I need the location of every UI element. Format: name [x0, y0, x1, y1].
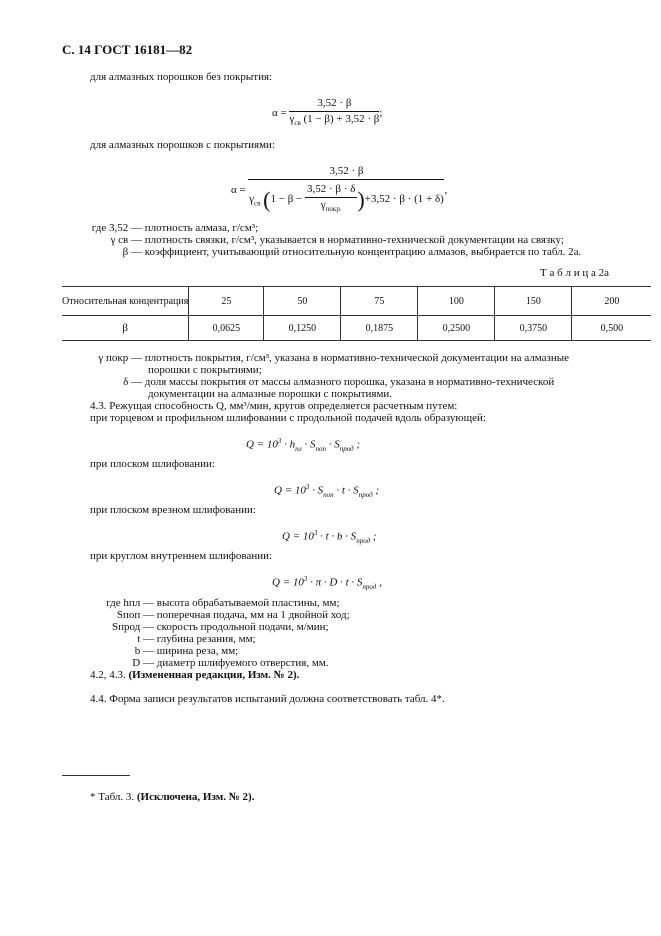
table-header-cell: 200	[572, 287, 652, 316]
para-4-3: 4.3. Режущая способность Q, мм³/мин, кругов определяется расчетным путем:	[90, 400, 458, 412]
legend3-row-2: Sпрод — скорость продольной подачи, м/мин;	[111, 621, 329, 633]
table-cell: 0,0625	[189, 316, 264, 341]
table-header-cell: 25	[189, 287, 264, 316]
footnote-rule	[62, 775, 130, 776]
para-face-grinding: при торцевом и профильном шлифовании с продольной подачей вдоль образующей:	[90, 412, 486, 424]
table-header-concentration: Относительная концентрация	[62, 287, 189, 316]
legend2-row-0-cont: порошки с покрытиями;	[148, 364, 262, 376]
footnote: * Табл. 3. (Исключена, Изм. № 2).	[90, 791, 255, 803]
formula2-fraction: 3,52 · β $\gamma_{св}$ (1 − β − $\frac{3,52 \cdot \beta \cdot \delta}{\gamma_{покр.}}$ )+3,52 · β · (1 + δ)	[249, 165, 444, 214]
legend3-row-3: t — глубина резания, мм;	[137, 633, 256, 645]
edition-note: 4.2, 4.3. (Измененная редакция, Изм. № 2).	[90, 669, 300, 681]
formula1-end: ;	[379, 107, 383, 120]
formula-q-flat: $Q = 10^3 \cdot S_{поп} \cdot t \cdot S_{прод}$ ;	[274, 483, 380, 499]
table-header-cell: 75	[341, 287, 418, 316]
table-header-cell: 150	[495, 287, 572, 316]
legend2-row-1-cont: документации на алмазные порошки с покрытиями.	[148, 388, 393, 400]
legend1-row-2: β — коэффициент, учитывающий относительную концентрацию алмазов, выбирается по табл. 2а.	[122, 246, 582, 258]
formula2-lhs: α =	[231, 184, 246, 197]
table-cell: 0,2500	[418, 316, 495, 341]
para-flat-grinding: при плоском шлифовании:	[90, 458, 215, 470]
legend1-row-0: где 3,52 — плотность алмаза, г/см³;	[91, 222, 259, 234]
para-coating: для алмазных порошков с покрытиями:	[90, 139, 276, 151]
table-header-cell: 50	[264, 287, 341, 316]
para-plunge-grinding: при плоском врезном шлифовании:	[90, 504, 256, 516]
legend3-row-0: где hпл — высота обрабатываемой пластины, мм;	[106, 597, 340, 609]
formula-q-plunge: $Q = 10^3 \cdot t \cdot b \cdot S_{прод}$ ;	[282, 529, 377, 545]
page-header: С. 14 ГОСТ 16181—82	[62, 42, 193, 57]
formula-q-face: $Q = 10^3 \cdot h_{пл} \cdot S_{поп} \cdot S_{прод}$ ;	[246, 437, 361, 453]
para-round-grinding: при круглом внутреннем шлифовании:	[90, 550, 273, 562]
formula-alpha-1	[272, 97, 382, 130]
legend3-row-1: Sпоп — поперечная подача, мм на 1 двойной ход;	[116, 609, 350, 621]
para-no-coating: для алмазных порошков без покрытия:	[90, 71, 273, 83]
table-cell: 0,1250	[264, 316, 341, 341]
para-4-4: 4.4. Форма записи результатов испытаний должна соответствовать табл. 4*.	[90, 693, 445, 705]
table-row-label: β	[122, 322, 128, 334]
formula2-end: ,	[444, 184, 448, 197]
legend2-row-1: δ — доля массы покрытия от массы алмазного порошка, указана в нормативно-технической	[123, 376, 555, 388]
formula1-lhs: α =	[272, 107, 287, 120]
legend1-row-1: γ св — плотность связки, г/см³, указывается в нормативно-технической документации на связку;	[110, 234, 564, 246]
table-caption: Т а б л и ц а 2а	[540, 267, 609, 279]
formula1-fraction: $\frac{3,52 \cdot \beta}{\gamma_{св} (1 - \beta) + 3,52 \cdot \beta}$	[289, 97, 380, 128]
table-header-cell: 100	[418, 287, 495, 316]
table-cell: 0,3750	[495, 316, 572, 341]
table-2a	[62, 286, 651, 341]
legend2-row-0: γ покр — плотность покрытия, г/см³, указана в нормативно-технической документации на алмазные	[98, 352, 570, 364]
formula-q-round: $Q = 10^3 \cdot \pi \cdot D \cdot t \cdot S_{прод}$ ,	[272, 575, 382, 591]
legend3-row-4: b — ширина реза, мм;	[134, 645, 239, 657]
legend3-row-5: D — диаметр шлифуемого отверстия, мм.	[132, 657, 329, 669]
table-cell: 0,500	[572, 316, 652, 341]
formula-alpha-2	[231, 165, 447, 216]
table-cell: 0,1875	[341, 316, 418, 341]
